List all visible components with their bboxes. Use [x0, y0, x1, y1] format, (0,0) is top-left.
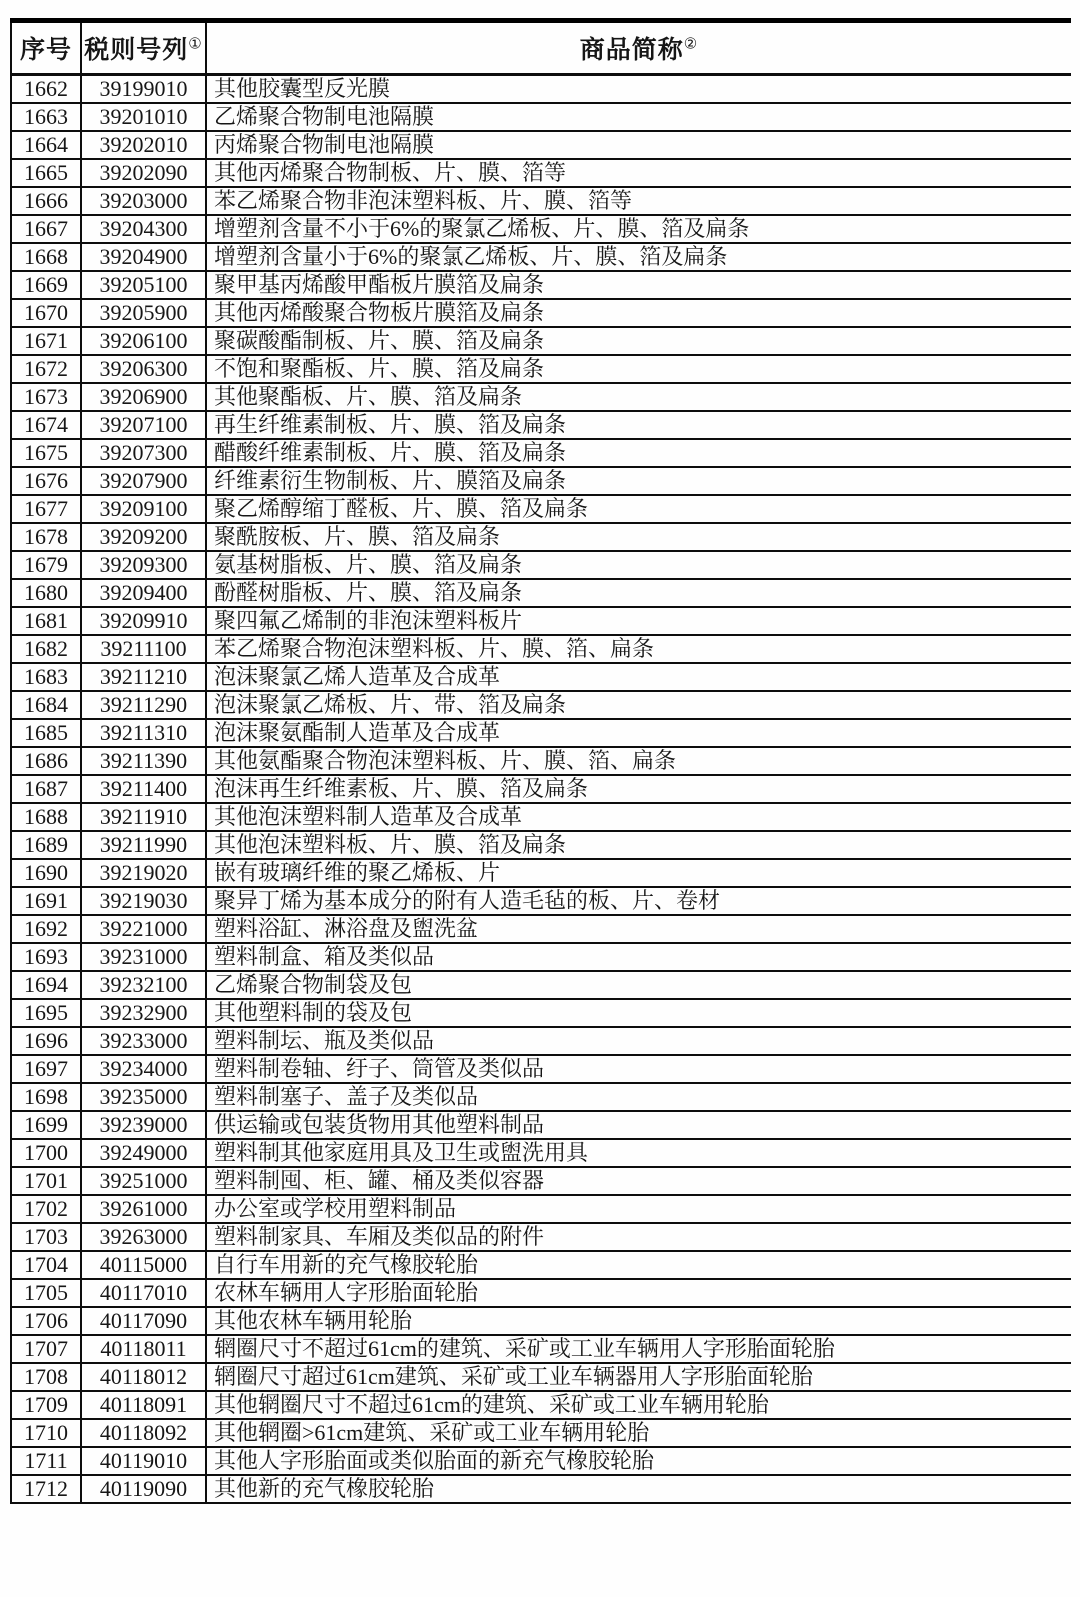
- tariff-code-cell: 39203000: [81, 187, 206, 215]
- table-row: [11, 607, 1071, 635]
- product-name-cell: 泡沫聚氯乙烯人造革及合成革: [206, 663, 1071, 691]
- row-index-cell: 1686: [11, 747, 81, 775]
- table-row: [11, 467, 1071, 495]
- tariff-code-cell: 40119010: [81, 1447, 206, 1475]
- tariff-code-cell: 39231000: [81, 943, 206, 971]
- table-row: [11, 1335, 1071, 1363]
- row-index-cell: 1694: [11, 971, 81, 999]
- row-index-cell: 1706: [11, 1307, 81, 1335]
- table-row: [11, 1363, 1071, 1391]
- product-name-cell: 其他丙烯聚合物制板、片、膜、箔等: [206, 159, 1071, 187]
- table-row: [11, 1447, 1071, 1475]
- row-index-cell: 1676: [11, 467, 81, 495]
- header-product-name-label: 商品简称: [579, 37, 684, 64]
- row-index-cell: 1678: [11, 523, 81, 551]
- product-name-cell: 辋圈尺寸不超过61cm的建筑、采矿或工业车辆用人字形胎面轮胎: [206, 1335, 1071, 1363]
- table-row: [11, 747, 1071, 775]
- row-index-cell: 1711: [11, 1447, 81, 1475]
- product-name-cell: 泡沫聚氯乙烯板、片、带、箔及扁条: [206, 691, 1071, 719]
- tariff-code-cell: 40117090: [81, 1307, 206, 1335]
- product-name-cell: 其他农林车辆用轮胎: [206, 1307, 1071, 1335]
- product-name-cell: 塑料制家具、车厢及类似品的附件: [206, 1223, 1071, 1251]
- table-row: [11, 271, 1071, 299]
- table-row: [11, 1083, 1071, 1111]
- tariff-code-cell: 39207100: [81, 411, 206, 439]
- row-index-cell: 1662: [11, 75, 81, 104]
- tariff-code-cell: 39209910: [81, 607, 206, 635]
- row-index-cell: 1675: [11, 439, 81, 467]
- tariff-code-cell: 39209400: [81, 579, 206, 607]
- product-name-cell: 自行车用新的充气橡胶轮胎: [206, 1251, 1071, 1279]
- header-serial-number-label: 序号: [19, 37, 72, 64]
- table-row: [11, 1391, 1071, 1419]
- tariff-code-cell: 39204300: [81, 215, 206, 243]
- tariff-code-cell: 40119090: [81, 1475, 206, 1503]
- row-index-cell: 1683: [11, 663, 81, 691]
- product-name-cell: 泡沫再生纤维素板、片、膜、箔及扁条: [206, 775, 1071, 803]
- header-row: [11, 21, 1071, 75]
- tariff-code-cell: 40118091: [81, 1391, 206, 1419]
- tariff-code-cell: 39201010: [81, 103, 206, 131]
- row-index-cell: 1669: [11, 271, 81, 299]
- tariff-code-cell: 39233000: [81, 1027, 206, 1055]
- row-index-cell: 1696: [11, 1027, 81, 1055]
- tariff-code-cell: 40118011: [81, 1335, 206, 1363]
- tariff-code-cell: 39205100: [81, 271, 206, 299]
- product-name-cell: 农林车辆用人字形胎面轮胎: [206, 1279, 1071, 1307]
- row-index-cell: 1674: [11, 411, 81, 439]
- table-row: [11, 1419, 1071, 1447]
- row-index-cell: 1700: [11, 1139, 81, 1167]
- product-name-cell: 丙烯聚合物制电池隔膜: [206, 131, 1071, 159]
- table-row: [11, 187, 1071, 215]
- product-name-cell: 其他辋圈尺寸不超过61cm的建筑、采矿或工业车辆用轮胎: [206, 1391, 1071, 1419]
- tariff-code-cell: 39202090: [81, 159, 206, 187]
- tariff-code-cell: 39209200: [81, 523, 206, 551]
- product-name-cell: 其他丙烯酸聚合物板片膜箔及扁条: [206, 299, 1071, 327]
- row-index-cell: 1666: [11, 187, 81, 215]
- tariff-code-cell: 39263000: [81, 1223, 206, 1251]
- table-row: [11, 775, 1071, 803]
- tariff-code-cell: 39211310: [81, 719, 206, 747]
- table-row: [11, 495, 1071, 523]
- row-index-cell: 1667: [11, 215, 81, 243]
- row-index-cell: 1680: [11, 579, 81, 607]
- table-body: [11, 75, 1071, 1504]
- product-name-cell: 辋圈尺寸超过61cm建筑、采矿或工业车辆器用人字形胎面轮胎: [206, 1363, 1071, 1391]
- tariff-code-cell: 39251000: [81, 1167, 206, 1195]
- table-row: [11, 1027, 1071, 1055]
- table-row: [11, 915, 1071, 943]
- row-index-cell: 1688: [11, 803, 81, 831]
- product-name-cell: 其他聚酯板、片、膜、箔及扁条: [206, 383, 1071, 411]
- tariff-code-cell: 39211210: [81, 663, 206, 691]
- table-row: [11, 1307, 1071, 1335]
- table-row: [11, 999, 1071, 1027]
- row-index-cell: 1691: [11, 887, 81, 915]
- row-index-cell: 1677: [11, 495, 81, 523]
- row-index-cell: 1685: [11, 719, 81, 747]
- table-header: [11, 21, 1071, 75]
- product-name-cell: 再生纤维素制板、片、膜、箔及扁条: [206, 411, 1071, 439]
- product-name-cell: 其他人字形胎面或类似胎面的新充气橡胶轮胎: [206, 1447, 1071, 1475]
- row-index-cell: 1687: [11, 775, 81, 803]
- tariff-code-cell: 39219020: [81, 859, 206, 887]
- table-row: [11, 551, 1071, 579]
- table-row: [11, 103, 1071, 131]
- product-name-cell: 供运输或包装货物用其他塑料制品: [206, 1111, 1071, 1139]
- product-name-cell: 聚四氟乙烯制的非泡沫塑料板片: [206, 607, 1071, 635]
- product-name-cell: 氨基树脂板、片、膜、箔及扁条: [206, 551, 1071, 579]
- table-row: [11, 635, 1071, 663]
- table-row: [11, 831, 1071, 859]
- row-index-cell: 1692: [11, 915, 81, 943]
- tariff-code-cell: 39205900: [81, 299, 206, 327]
- product-name-cell: 增塑剂含量小于6%的聚氯乙烯板、片、膜、箔及扁条: [206, 243, 1071, 271]
- row-index-cell: 1708: [11, 1363, 81, 1391]
- product-name-cell: 聚异丁烯为基本成分的附有人造毛毡的板、片、卷材: [206, 887, 1071, 915]
- row-index-cell: 1684: [11, 691, 81, 719]
- table-row: [11, 1223, 1071, 1251]
- row-index-cell: 1712: [11, 1475, 81, 1503]
- product-name-cell: 办公室或学校用塑料制品: [206, 1195, 1071, 1223]
- table-row: [11, 859, 1071, 887]
- tariff-code-cell: 39261000: [81, 1195, 206, 1223]
- footnote-marker-2: ②: [683, 36, 699, 53]
- row-index-cell: 1697: [11, 1055, 81, 1083]
- table-row: [11, 803, 1071, 831]
- table-row: [11, 579, 1071, 607]
- tariff-code-cell: 39211100: [81, 635, 206, 663]
- product-name-cell: 塑料制塞子、盖子及类似品: [206, 1083, 1071, 1111]
- row-index-cell: 1705: [11, 1279, 81, 1307]
- tariff-code-cell: 39219030: [81, 887, 206, 915]
- row-index-cell: 1670: [11, 299, 81, 327]
- product-name-cell: 聚碳酸酯制板、片、膜、箔及扁条: [206, 327, 1071, 355]
- tariff-code-cell: 39207900: [81, 467, 206, 495]
- table-row: [11, 327, 1071, 355]
- footnote-marker-1: ①: [188, 36, 203, 53]
- table-row: [11, 943, 1071, 971]
- product-name-cell: 其他胶囊型反光膜: [206, 75, 1071, 104]
- table-row: [11, 719, 1071, 747]
- product-name-cell: 增塑剂含量不小于6%的聚氯乙烯板、片、膜、箔及扁条: [206, 215, 1071, 243]
- row-index-cell: 1663: [11, 103, 81, 131]
- product-name-cell: 聚乙烯醇缩丁醛板、片、膜、箔及扁条: [206, 495, 1071, 523]
- row-index-cell: 1710: [11, 1419, 81, 1447]
- row-index-cell: 1702: [11, 1195, 81, 1223]
- product-name-cell: 聚甲基丙烯酸甲酯板片膜箔及扁条: [206, 271, 1071, 299]
- product-name-cell: 其他新的充气橡胶轮胎: [206, 1475, 1071, 1503]
- row-index-cell: 1701: [11, 1167, 81, 1195]
- tariff-code-cell: 39202010: [81, 131, 206, 159]
- product-name-cell: 苯乙烯聚合物非泡沫塑料板、片、膜、箔等: [206, 187, 1071, 215]
- table-row: [11, 663, 1071, 691]
- tariff-code-cell: 39211390: [81, 747, 206, 775]
- product-name-cell: 其他泡沫塑料制人造革及合成革: [206, 803, 1071, 831]
- tariff-code-cell: 40117010: [81, 1279, 206, 1307]
- product-name-cell: 其他泡沫塑料板、片、膜、箔及扁条: [206, 831, 1071, 859]
- table-row: [11, 1139, 1071, 1167]
- product-name-cell: 纤维素衍生物制板、片、膜箔及扁条: [206, 467, 1071, 495]
- row-index-cell: 1709: [11, 1391, 81, 1419]
- tariff-code-cell: 39207300: [81, 439, 206, 467]
- row-index-cell: 1679: [11, 551, 81, 579]
- table-row: [11, 971, 1071, 999]
- product-name-cell: 醋酸纤维素制板、片、膜、箔及扁条: [206, 439, 1071, 467]
- table-row: [11, 215, 1071, 243]
- row-index-cell: 1689: [11, 831, 81, 859]
- tariff-code-cell: 39211290: [81, 691, 206, 719]
- table-row: [11, 1055, 1071, 1083]
- tariff-code-cell: 39211910: [81, 803, 206, 831]
- product-name-cell: 乙烯聚合物制电池隔膜: [206, 103, 1071, 131]
- product-name-cell: 塑料制盒、箱及类似品: [206, 943, 1071, 971]
- table-row: [11, 355, 1071, 383]
- row-index-cell: 1673: [11, 383, 81, 411]
- row-index-cell: 1681: [11, 607, 81, 635]
- tariff-code-cell: 39234000: [81, 1055, 206, 1083]
- table-row: [11, 691, 1071, 719]
- tariff-code-cell: 39211400: [81, 775, 206, 803]
- table-row: [11, 75, 1071, 104]
- tariff-code-cell: 40118012: [81, 1363, 206, 1391]
- row-index-cell: 1690: [11, 859, 81, 887]
- tariff-code-cell: 39204900: [81, 243, 206, 271]
- product-name-cell: 嵌有玻璃纤维的聚乙烯板、片: [206, 859, 1071, 887]
- row-index-cell: 1668: [11, 243, 81, 271]
- tariff-code-cell: 39235000: [81, 1083, 206, 1111]
- row-index-cell: 1704: [11, 1251, 81, 1279]
- table-row: [11, 1279, 1071, 1307]
- header-tariff-code: [81, 21, 206, 75]
- product-name-cell: 塑料制卷轴、纡子、筒管及类似品: [206, 1055, 1071, 1083]
- tariff-code-cell: 39232900: [81, 999, 206, 1027]
- row-index-cell: 1672: [11, 355, 81, 383]
- header-product-name: [206, 21, 1071, 75]
- tariff-code-cell: 39232100: [81, 971, 206, 999]
- product-name-cell: 聚酰胺板、片、膜、箔及扁条: [206, 523, 1071, 551]
- product-name-cell: 塑料制其他家庭用具及卫生或盥洗用具: [206, 1139, 1071, 1167]
- tariff-code-cell: 39249000: [81, 1139, 206, 1167]
- table-row: [11, 1251, 1071, 1279]
- table-row: [11, 439, 1071, 467]
- row-index-cell: 1707: [11, 1335, 81, 1363]
- row-index-cell: 1703: [11, 1223, 81, 1251]
- product-name-cell: 酚醛树脂板、片、膜、箔及扁条: [206, 579, 1071, 607]
- product-name-cell: 塑料浴缸、淋浴盘及盥洗盆: [206, 915, 1071, 943]
- table-row: [11, 411, 1071, 439]
- row-index-cell: 1664: [11, 131, 81, 159]
- row-index-cell: 1665: [11, 159, 81, 187]
- tariff-code-cell: 39239000: [81, 1111, 206, 1139]
- table-row: [11, 243, 1071, 271]
- product-name-cell: 塑料制坛、瓶及类似品: [206, 1027, 1071, 1055]
- row-index-cell: 1693: [11, 943, 81, 971]
- table-row: [11, 383, 1071, 411]
- product-name-cell: 其他氨酯聚合物泡沫塑料板、片、膜、箔、扁条: [206, 747, 1071, 775]
- product-name-cell: 苯乙烯聚合物泡沫塑料板、片、膜、箔、扁条: [206, 635, 1071, 663]
- table-row: [11, 1167, 1071, 1195]
- row-index-cell: 1671: [11, 327, 81, 355]
- tariff-code-cell: 39199010: [81, 75, 206, 104]
- tariff-code-cell: 39209300: [81, 551, 206, 579]
- row-index-cell: 1698: [11, 1083, 81, 1111]
- product-name-cell: 不饱和聚酯板、片、膜、箔及扁条: [206, 355, 1071, 383]
- table-row: [11, 131, 1071, 159]
- table-row: [11, 299, 1071, 327]
- header-serial-number: [11, 21, 81, 75]
- table-row: [11, 1195, 1071, 1223]
- tariff-code-cell: 40115000: [81, 1251, 206, 1279]
- tariff-code-cell: 39206100: [81, 327, 206, 355]
- product-name-cell: 其他塑料制的袋及包: [206, 999, 1071, 1027]
- product-name-cell: 泡沫聚氨酯制人造革及合成革: [206, 719, 1071, 747]
- row-index-cell: 1695: [11, 999, 81, 1027]
- tariff-code-cell: 39206300: [81, 355, 206, 383]
- product-name-cell: 乙烯聚合物制袋及包: [206, 971, 1071, 999]
- table-row: [11, 887, 1071, 915]
- tariff-code-cell: 39221000: [81, 915, 206, 943]
- table-row: [11, 1475, 1071, 1503]
- header-tariff-code-label: 税则号列: [84, 37, 189, 64]
- tariff-code-cell: 39209100: [81, 495, 206, 523]
- tariff-table: [10, 18, 1071, 1504]
- table-row: [11, 159, 1071, 187]
- table-row: [11, 523, 1071, 551]
- table-row: [11, 1111, 1071, 1139]
- product-name-cell: 其他辋圈>61cm建筑、采矿或工业车辆用轮胎: [206, 1419, 1071, 1447]
- tariff-code-cell: 39206900: [81, 383, 206, 411]
- row-index-cell: 1682: [11, 635, 81, 663]
- tariff-code-cell: 39211990: [81, 831, 206, 859]
- product-name-cell: 塑料制囤、柜、罐、桶及类似容器: [206, 1167, 1071, 1195]
- row-index-cell: 1699: [11, 1111, 81, 1139]
- tariff-code-cell: 40118092: [81, 1419, 206, 1447]
